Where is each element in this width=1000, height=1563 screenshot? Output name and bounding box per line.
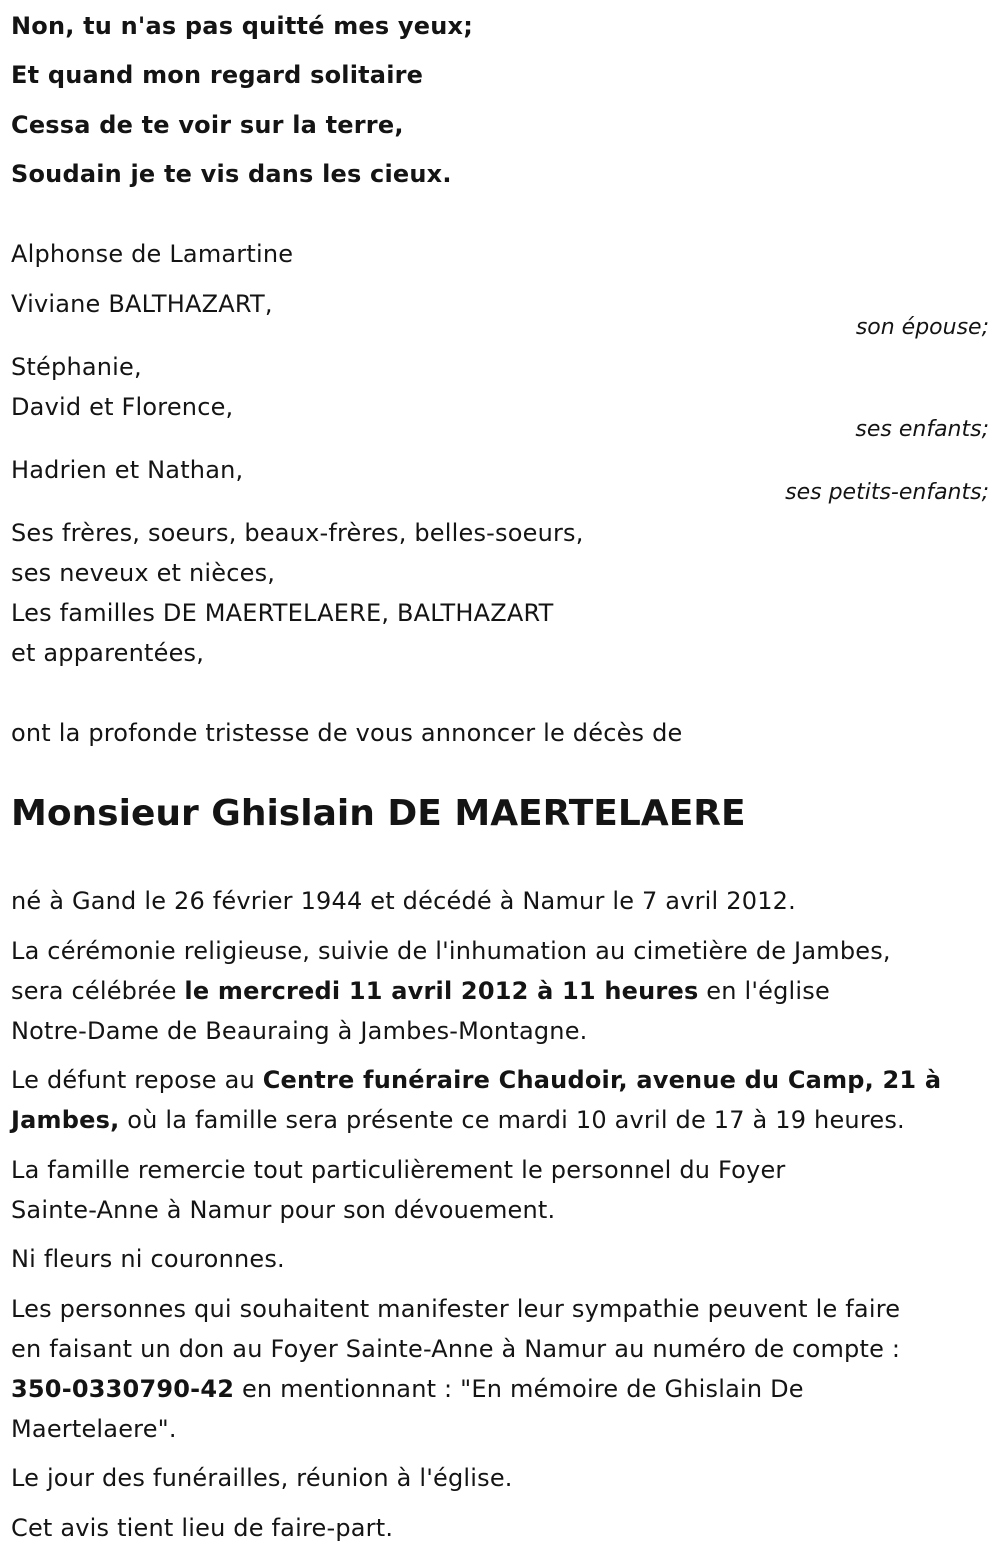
relatives-line-1: Ses frères, soeurs, beaux-frères, belles-soeurs, (11, 519, 584, 547)
thanks-line-2: Sainte-Anne à Namur pour son dévouement. (11, 1196, 556, 1224)
donation-line-1: Les personnes qui souhaitent manifester leur sympathie peuvent le faire (11, 1295, 901, 1323)
funeral-center: Centre funéraire Chaudoir, avenue du Camp, 21 à (262, 1066, 942, 1094)
poem-line-2: Et quand mon regard solitaire (11, 61, 424, 89)
donation-line-3-post: en mentionnant : "En mémoire de Ghislain De (234, 1375, 804, 1403)
ceremony-line-2-post: en l'église (698, 977, 830, 1005)
birth-death-info: né à Gand le 26 février 1944 et décédé à Namur le 7 avril 2012. (11, 887, 796, 915)
thanks-line-1: La famille remercie tout particulièrement le personnel du Foyer (11, 1156, 786, 1184)
repose-line-2-post: où la famille sera présente ce mardi 10 avril de 17 à 19 heures. (119, 1106, 905, 1134)
child-2: David et Florence, (11, 393, 234, 421)
poem-author: Alphonse de Lamartine (11, 240, 294, 268)
grandchildren-role: ses petits-enfants; (785, 480, 989, 505)
flowers-note: Ni fleurs ni couronnes. (11, 1245, 285, 1273)
repose-line-1 (11, 1065, 941, 1095)
ceremony-line-2 (11, 976, 830, 1006)
account-number: 350-0330790-42 (11, 1375, 235, 1403)
donation-line-4: Maertelaere". (11, 1415, 177, 1443)
repose-line-2 (11, 1105, 905, 1135)
donation-line-3 (11, 1374, 804, 1404)
relatives-line-4: et apparentées, (11, 639, 205, 667)
poem-line-4: Soudain je te vis dans les cieux. (11, 160, 452, 188)
announcement-text: ont la profonde tristesse de vous annoncer le décès de (11, 719, 683, 747)
deceased-name: Monsieur Ghislain DE MAERTELAERE (11, 793, 746, 834)
repose-line-1-pre: Le défunt repose au (11, 1066, 263, 1094)
grandchildren-names: Hadrien et Nathan, (11, 456, 244, 484)
relatives-line-3: Les familles DE MAERTELAERE, BALTHAZART (11, 599, 554, 627)
child-1: Stéphanie, (11, 353, 142, 381)
poem-line-1: Non, tu n'as pas quitté mes yeux; (11, 12, 474, 40)
funeral-center-city: Jambes, (11, 1106, 120, 1134)
ceremony-line-2-pre: sera célébrée (11, 977, 185, 1005)
ceremony-date: le mercredi 11 avril 2012 à 11 heures (184, 977, 699, 1005)
spouse-name: Viviane BALTHAZART, (11, 290, 273, 318)
ceremony-line-1: La cérémonie religieuse, suivie de l'inhumation au cimetière de Jambes, (11, 937, 891, 965)
closing-note: Cet avis tient lieu de faire-part. (11, 1514, 394, 1542)
spouse-role: son épouse; (855, 315, 989, 340)
ceremony-line-3: Notre-Dame de Beauraing à Jambes-Montagne. (11, 1017, 588, 1045)
poem-line-3: Cessa de te voir sur la terre, (11, 111, 404, 139)
children-role: ses enfants; (855, 417, 989, 442)
relatives-line-2: ses neveux et nièces, (11, 559, 276, 587)
meeting-note: Le jour des funérailles, réunion à l'église. (11, 1464, 513, 1492)
donation-line-2: en faisant un don au Foyer Sainte-Anne à Namur au numéro de compte : (11, 1335, 901, 1363)
